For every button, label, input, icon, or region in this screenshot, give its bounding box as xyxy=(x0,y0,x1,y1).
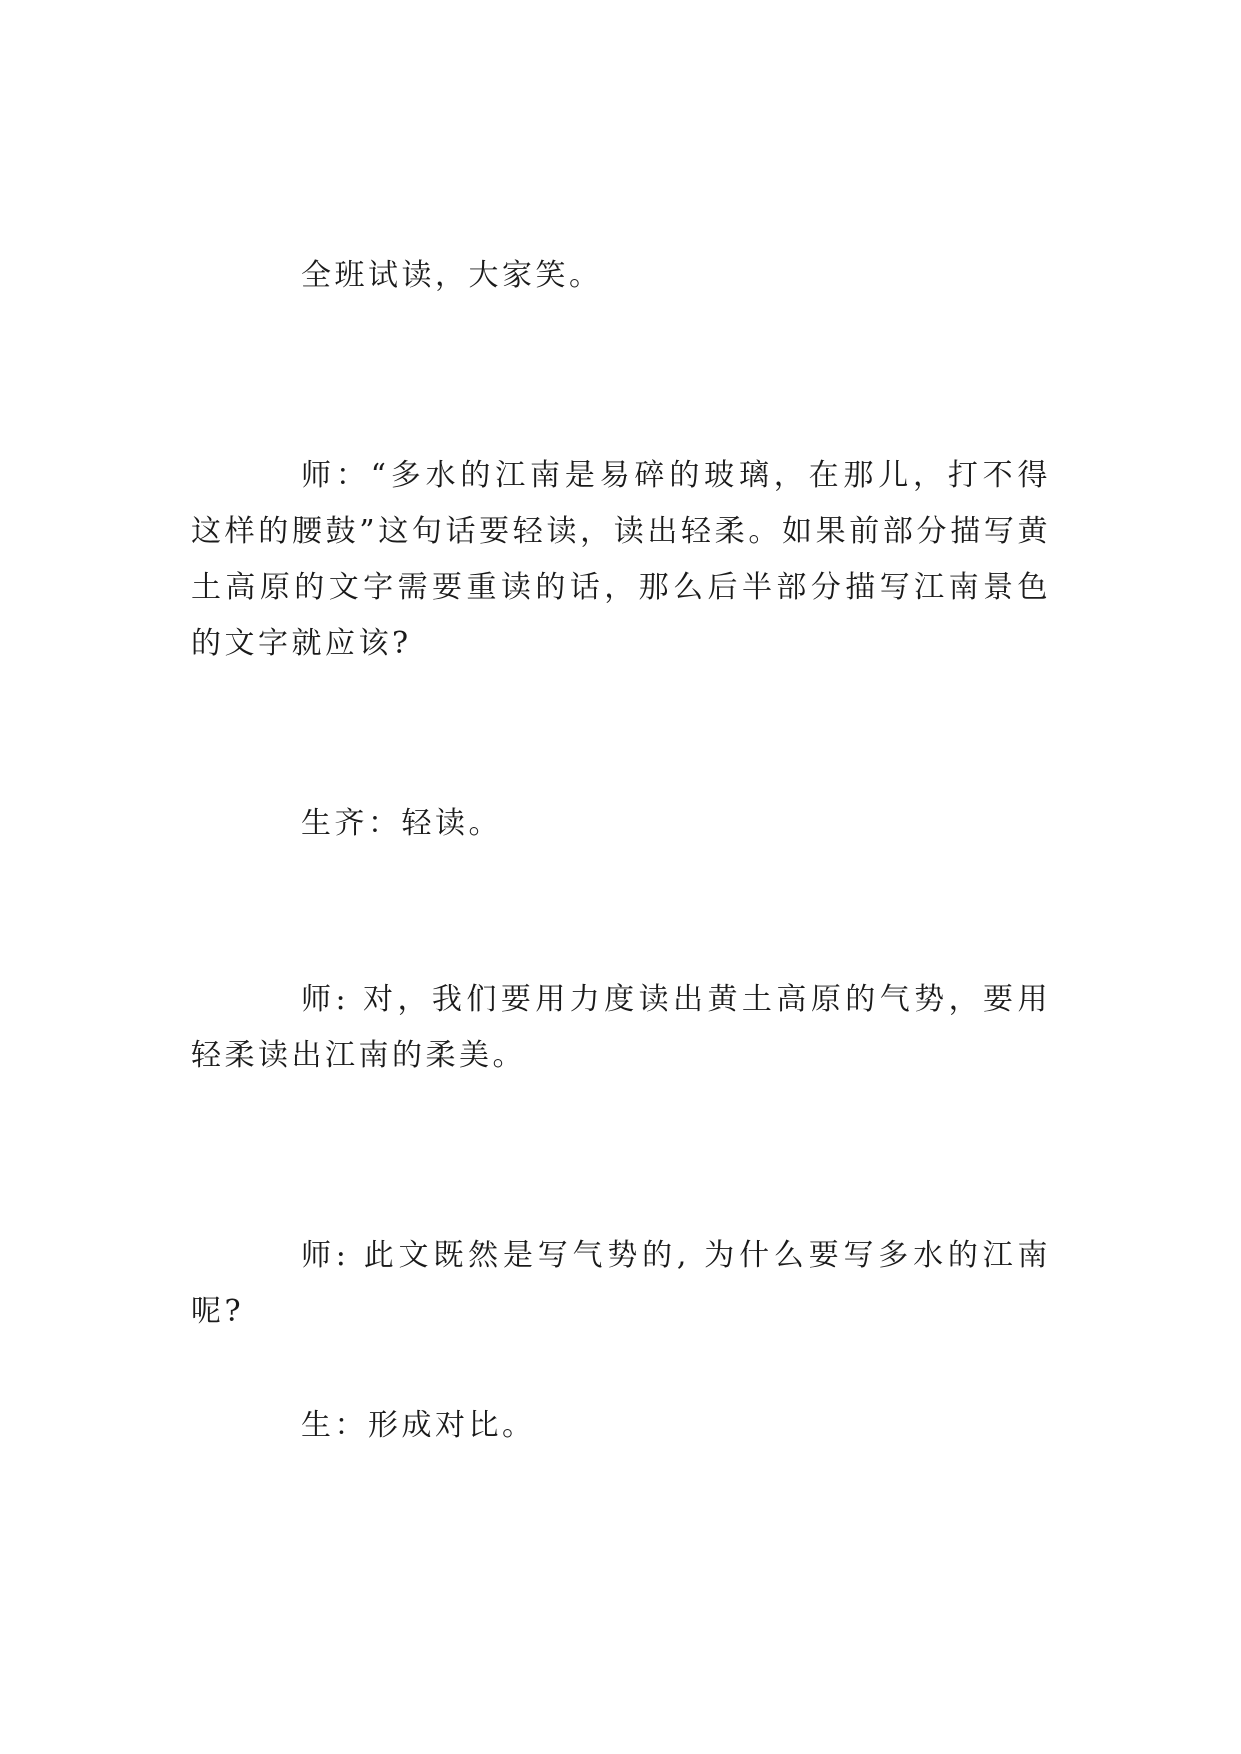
paragraph-class-reading: 全班试读，大家笑。 xyxy=(301,258,603,293)
paragraph-teacher-question: 师: 此文既然是写气势的, 为什么要写多水的江南呢? xyxy=(191,1238,1051,1329)
paragraph-students-answer: 生齐：轻读。 xyxy=(301,806,502,841)
paragraph-student-contrast: 生：形成对比。 xyxy=(301,1408,536,1443)
paragraph-teacher-reading-style: 师: 对，我们要用力度读出黄土高原的气势，要用轻柔读出江南的柔美。 xyxy=(191,982,1051,1073)
paragraph-teacher-jiangnan: 师：“多水的江南是易碎的玻璃，在那儿，打不得这样的腰鼓”这句话要轻读，读出轻柔。如果前部分描写黄土高原的文字需要重读的话，那么后半部分描写江南景色的文字就应该? xyxy=(191,458,1051,661)
